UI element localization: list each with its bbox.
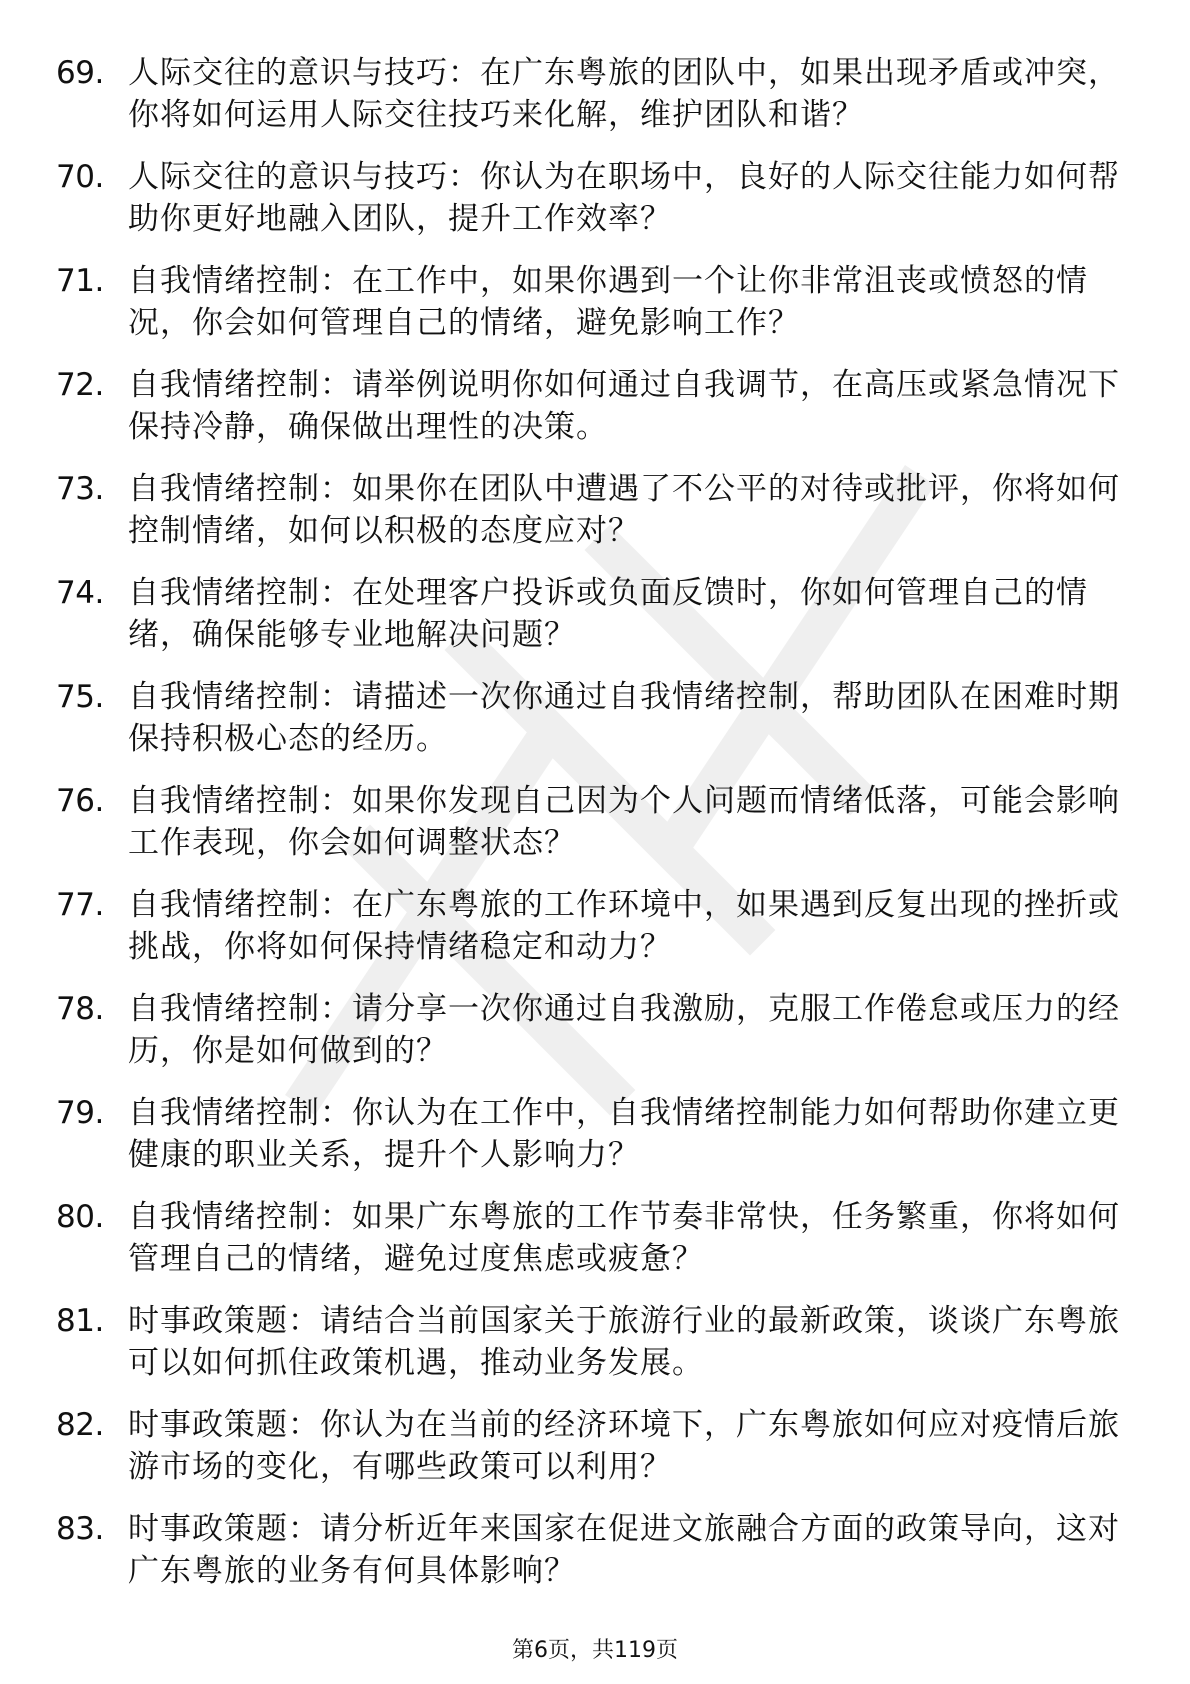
question-number: 82. (56, 1407, 104, 1443)
question-text: 时事政策题：你认为在当前的经济环境下，广东粤旅如何应对疫情后旅游市场的变化，有哪些政策可以利用？ (128, 1407, 1120, 1485)
list-item (56, 1404, 1146, 1508)
question-number: 70. (56, 159, 104, 195)
question-number: 74. (56, 575, 104, 611)
question-text: 自我情绪控制：如果你在团队中遭遇了不公平的对待或批评，你将如何控制情绪，如何以积极的态度应对？ (128, 471, 1120, 549)
list-item (56, 1508, 1146, 1612)
list-item (56, 156, 1146, 260)
question-number: 69. (56, 55, 104, 91)
question-text: 自我情绪控制：请举例说明你如何通过自我调节，在高压或紧急情况下保持冷静，确保做出理性的决策。 (128, 367, 1120, 445)
question-number: 81. (56, 1303, 104, 1339)
question-number: 80. (56, 1199, 104, 1235)
question-text: 自我情绪控制：在工作中，如果你遇到一个让你非常沮丧或愤怒的情况，你会如何管理自己的情绪，避免影响工作？ (128, 263, 1088, 341)
question-number: 75. (56, 679, 104, 715)
question-number: 71. (56, 263, 104, 299)
list-item (56, 1300, 1146, 1404)
list-item (56, 1196, 1146, 1300)
question-number: 76. (56, 783, 104, 819)
question-text: 人际交往的意识与技巧：在广东粤旅的团队中，如果出现矛盾或冲突，你将如何运用人际交往技巧来化解，维护团队和谐？ (128, 55, 1120, 133)
question-number: 83. (56, 1511, 104, 1547)
question-text: 自我情绪控制：你认为在工作中，自我情绪控制能力如何帮助你建立更健康的职业关系，提升个人影响力？ (128, 1095, 1120, 1173)
list-item (56, 52, 1146, 156)
question-list (56, 52, 1146, 1612)
question-text: 自我情绪控制：在处理客户投诉或负面反馈时，你如何管理自己的情绪，确保能够专业地解决问题？ (128, 575, 1088, 653)
list-item (56, 364, 1146, 468)
list-item (56, 676, 1146, 780)
question-number: 79. (56, 1095, 104, 1131)
question-number: 78. (56, 991, 104, 1027)
page-number-footer: 第6页，共119页 (512, 1638, 678, 1663)
question-text: 自我情绪控制：如果广东粤旅的工作节奏非常快，任务繁重，你将如何管理自己的情绪，避免过度焦虑或疲惫？ (128, 1199, 1120, 1277)
list-item (56, 572, 1146, 676)
question-number: 77. (56, 887, 104, 923)
question-text: 自我情绪控制：请描述一次你通过自我情绪控制，帮助团队在困难时期保持积极心态的经历。 (128, 679, 1120, 757)
list-item (56, 988, 1146, 1092)
list-item (56, 1092, 1146, 1196)
question-text: 自我情绪控制：请分享一次你通过自我激励，克服工作倦怠或压力的经历，你是如何做到的？ (128, 991, 1120, 1069)
question-text: 时事政策题：请分析近年来国家在促进文旅融合方面的政策导向，这对广东粤旅的业务有何具体影响？ (128, 1511, 1120, 1589)
question-text: 时事政策题：请结合当前国家关于旅游行业的最新政策，谈谈广东粤旅可以如何抓住政策机遇，推动业务发展。 (128, 1303, 1120, 1381)
question-number: 72. (56, 367, 104, 403)
list-item (56, 884, 1146, 988)
question-number: 73. (56, 471, 104, 507)
list-item (56, 780, 1146, 884)
list-item (56, 260, 1146, 364)
question-text: 人际交往的意识与技巧：你认为在职场中，良好的人际交往能力如何帮助你更好地融入团队，提升工作效率？ (128, 159, 1120, 237)
list-item (56, 468, 1146, 572)
question-text: 自我情绪控制：在广东粤旅的工作环境中，如果遇到反复出现的挫折或挑战，你将如何保持情绪稳定和动力？ (128, 887, 1120, 965)
question-text: 自我情绪控制：如果你发现自己因为个人问题而情绪低落，可能会影响工作表现，你会如何调整状态？ (128, 783, 1120, 861)
